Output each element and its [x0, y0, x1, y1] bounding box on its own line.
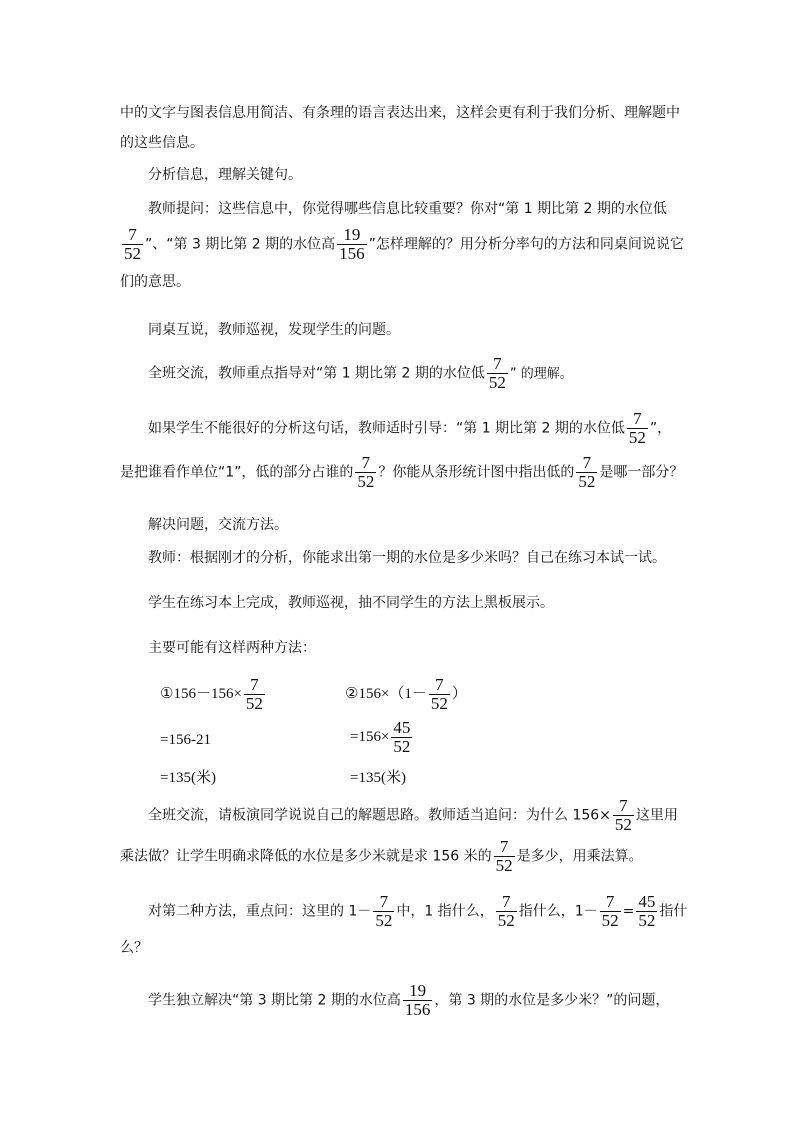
fraction: $\frac{7}{52}$: [495, 837, 513, 875]
paragraph-line: 们的意思。: [120, 274, 190, 290]
paragraph-line: 教师：根据刚才的分析，你能求出第一期的水位是多少米吗？自己在练习本试一试。: [148, 550, 666, 566]
method1-line3: =135(米): [160, 770, 216, 786]
heading-analyze: 分析信息，理解关键句。: [148, 167, 302, 183]
method1-line2: =156-21: [160, 732, 211, 748]
fraction: $\frac{19}{156}$: [404, 981, 431, 1019]
method1-line1: ①156－156× $\frac{7}{52}$: [160, 675, 263, 713]
paragraph-line: 同桌互说，教师巡视，发现学生的问题。: [148, 322, 400, 338]
fraction: $\frac{7}{52}$: [245, 675, 263, 713]
paragraph-line: 如果学生不能很好的分析这句话，教师适时引导：“第 1 期比第 2 期的水位低 $\frac{7}{52}$ ”，: [148, 409, 672, 447]
paragraph-line: $\frac{7}{52}$ ”、“第 3 期比第 2 期的水位高 $\frac{19}{156}$ ”怎样理解的？用分析分率句的方法和同桌间说说它: [124, 225, 684, 263]
paragraph-line: 教师提问：这些信息中，你觉得哪些信息比较重要？你对“第 1 期比第 2 期的水位低: [148, 201, 667, 217]
paragraph-line: 是把谁看作单位“1”，低的部分占谁的 $\frac{7}{52}$ ？你能从条形统计图中指出低的 $\frac{7}{52}$ 是哪一部分？: [120, 453, 684, 491]
paragraph-line: 学生在练习本上完成，教师巡视，抽不同学生的方法上黑板展示。: [148, 595, 554, 611]
fraction: $\frac{45}{52}$: [638, 892, 656, 930]
paragraph-line: 全班交流，教师重点指导对“第 1 期比第 2 期的水位低 $\frac{7}{52}$ ” 的理解。: [148, 354, 573, 392]
paragraph-line: 对第二种方法，重点问：这里的 1－ $\frac{7}{52}$ 中，1 指什么， $\frac{7}{52}$ 指什么，1－ $\frac{7}{52}$ = $\frac{45}{52}$ 指什: [148, 892, 688, 930]
method2-line2: =156× $\frac{45}{52}$: [350, 718, 411, 756]
fraction: $\frac{7}{52}$: [357, 453, 375, 491]
heading-solve: 解决问题，交流方法。: [148, 517, 288, 533]
fraction: $\frac{7}{52}$: [497, 892, 515, 930]
fraction: $\frac{7}{52}$: [628, 409, 646, 447]
fraction: $\frac{7}{52}$: [601, 892, 619, 930]
paragraph-line: 中的文字与图表信息用简洁、有条理的语言表达出来，这样会更有利于我们分析、理解题中: [120, 105, 680, 121]
fraction: $\frac{7}{52}$: [614, 796, 632, 834]
fraction: $\frac{7}{52}$: [578, 453, 596, 491]
fraction: $\frac{7}{52}$: [488, 354, 506, 392]
paragraph-line: 主要可能有这样两种方法：: [148, 640, 316, 656]
paragraph-line: 全班交流，请板演同学说说自己的解题思路。教师适当追问：为什么 156× $\frac{7}{52}$ 这里用: [148, 796, 678, 834]
paragraph-line: 的这些信息。: [120, 135, 204, 151]
fraction: $\frac{7}{52}$: [375, 892, 393, 930]
method2-line3: =135(米): [350, 770, 406, 786]
method2-line1: ②156×（1－ $\frac{7}{52}$ ）: [345, 675, 467, 713]
paragraph-line: 学生独立解决“第 3 期比第 2 期的水位高 $\frac{19}{156}$ ，第 3 期的水位是多少米？”的问题，: [148, 981, 670, 1019]
fraction: $\frac{7}{52}$: [124, 225, 141, 263]
fraction: $\frac{19}{156}$: [339, 225, 365, 263]
paragraph-line: 乘法做？让学生明确求降低的水位是多少米就是求 156 米的 $\frac{7}{52}$ 是多少，用乘法算。: [120, 837, 643, 875]
paragraph-line: 么？: [120, 940, 148, 956]
fraction: $\frac{45}{52}$: [393, 718, 411, 756]
fraction: $\frac{7}{52}$: [430, 675, 448, 713]
